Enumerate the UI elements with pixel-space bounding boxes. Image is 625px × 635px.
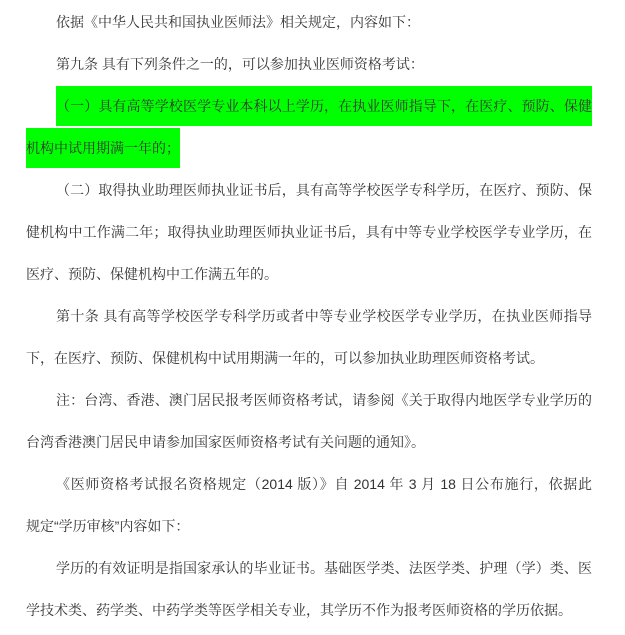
paragraph-note-tw-hk-mo [26, 379, 592, 463]
paragraph-text: 《医师资格考试报名资格规定（2014 版）》自 2014 年 3 月 18 日公布施行，依据此 [56, 476, 592, 492]
text-line [26, 505, 592, 547]
text-line [26, 463, 592, 505]
text-line [26, 295, 592, 337]
text-line [26, 169, 592, 211]
paragraph-text: 医疗、预防、保健机构中工作满五年的。 [26, 266, 278, 282]
paragraph-article-10 [26, 295, 592, 379]
paragraph-text: 规定“学历审核”内容如下： [26, 518, 190, 534]
highlighted-text: （一）具有高等学校医学专业本科以上学历，在执业医师指导下，在医疗、预防、保健 [56, 86, 592, 126]
paragraph-degree-validity [26, 547, 592, 631]
paragraph-text: 健机构中工作满二年；取得执业助理医师执业证书后，具有中等专业学校医学专业学历，在 [26, 224, 592, 240]
text-line [26, 211, 592, 253]
text-line [26, 1, 592, 43]
text-line [26, 379, 592, 421]
text-line [26, 421, 592, 463]
text-line [26, 253, 592, 295]
paragraph-text: 台湾香港澳门居民申请参加国家医师资格考试有关问题的通知》。 [26, 434, 425, 450]
text-line [26, 547, 592, 589]
paragraph-text: 学历的有效证明是指国家承认的毕业证书。基础医学类、法医学类、护理（学）类、医 [56, 560, 592, 576]
paragraph-intro [26, 1, 592, 43]
paragraph-text: 注：台湾、香港、澳门居民报考医师资格考试，请参阅《关于取得内地医学专业学历的 [56, 392, 592, 408]
paragraph-article-9 [26, 43, 592, 85]
paragraph-text: 第十条 具有高等学校医学专科学历或者中等专业学校医学专业学历，在执业医师指导 [56, 308, 592, 324]
paragraph-text: （二）取得执业助理医师执业证书后，具有高等学校医学专科学历，在医疗、预防、保 [56, 182, 592, 198]
text-line [26, 127, 592, 169]
text-line [26, 337, 592, 379]
paragraph-text: 依据《中华人民共和国执业医师法》相关规定，内容如下： [56, 14, 420, 30]
paragraph-text: 学技术类、药学类、中药学类等医学相关专业，其学历不作为报考医师资格的学历依据。 [26, 602, 572, 618]
text-line [26, 43, 592, 85]
paragraph-article-9-item-2 [26, 169, 592, 295]
text-line [26, 85, 592, 127]
paragraph-article-9-item-1 [26, 85, 592, 169]
paragraph-text: 第九条 具有下列条件之一的，可以参加执业医师资格考试： [56, 56, 424, 72]
highlighted-text: 机构中试用期满一年的； [26, 128, 180, 168]
paragraph-text: 下，在医疗、预防、保健机构中试用期满一年的，可以参加执业助理医师资格考试。 [26, 350, 544, 366]
document-body [26, 1, 592, 631]
paragraph-regulation-2014 [26, 463, 592, 547]
text-line [26, 589, 592, 631]
